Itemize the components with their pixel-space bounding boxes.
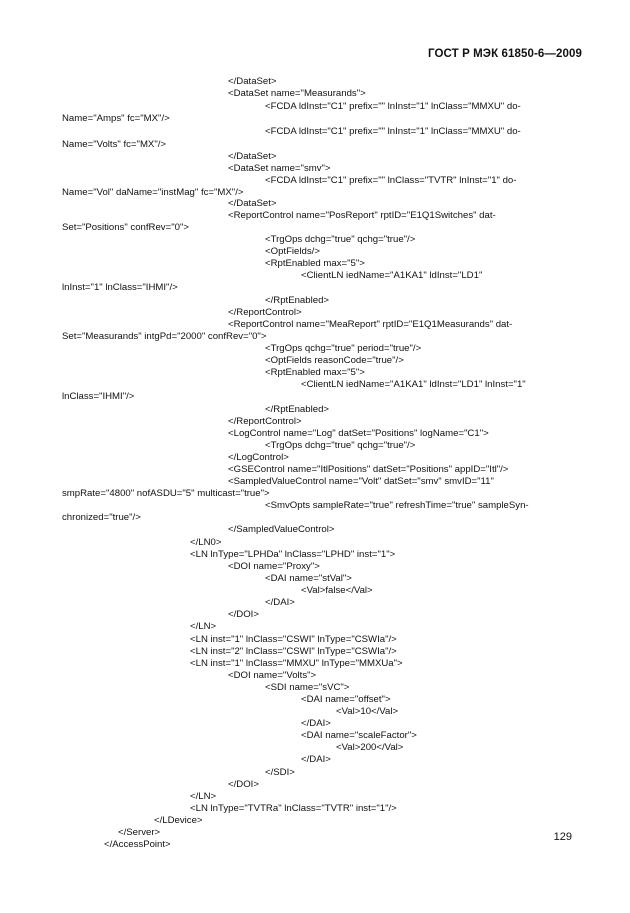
code-line: <GSEControl name="ItlPositions" datSet="Positions" appID="Itl"/> (228, 464, 509, 475)
code-line: <RptEnabled max="5"> (265, 367, 365, 378)
code-line: </LN> (190, 791, 217, 802)
code-line: <TrgOps qchg="true" period="true"/> (265, 343, 422, 354)
code-line: <LN inst="2" lnClass="CSWI" lnType="CSWIa"/> (190, 646, 397, 657)
code-line: </DAI> (301, 718, 331, 729)
code-line: </DOI> (228, 609, 259, 620)
code-line: <LN lnType="TVTRa" lnClass="TVTR" inst="1"/> (190, 803, 397, 814)
code-line: <RptEnabled max="5"> (265, 258, 365, 269)
code-line: <ReportControl name="PosReport" rptID="E1Q1Switches" dat- (228, 210, 496, 221)
code-line: lnClass="IHMI"/> (62, 391, 135, 402)
document-header: ГОСТ Р МЭК 61850-6—2009 (428, 48, 582, 60)
code-line: <LN lnType="LPHDa" lnClass="LPHD" inst="1"> (190, 549, 396, 560)
code-line: <DOI name="Proxy"> (228, 561, 320, 572)
code-line: </AccessPoint> (104, 839, 171, 850)
code-line: <SmvOpts sampleRate="true" refreshTime="true" sampleSyn- (265, 500, 529, 511)
code-line: <LN inst="1" lnClass="CSWI" lnType="CSWIa"/> (190, 634, 397, 645)
code-line: </DAI> (301, 754, 331, 765)
code-line: <ClientLN iedName="A1KA1" ldInst="LD1" lnInst="1" (301, 379, 526, 390)
code-line: <DOI name="Volts"> (228, 670, 317, 681)
code-line: </Server> (118, 827, 161, 838)
code-line: </LN> (190, 621, 217, 632)
code-line: smpRate="4800" nofASDU="5" multicast="true"> (62, 488, 270, 499)
code-line: <LogControl name="Log" datSet="Positions" logName="C1"> (228, 428, 489, 439)
code-line: <TrgOps dchg="true" qchg="true"/> (265, 234, 416, 245)
code-line: <ReportControl name="MeaReport" rptID="E1Q1Measurands" dat- (228, 319, 513, 330)
code-line: <DAI name="scaleFactor"> (301, 730, 417, 741)
code-line: </DataSet> (228, 151, 277, 162)
code-line: <FCDA ldInst="C1" prefix="" lnInst="1" lnClass="MMXU" do- (265, 101, 521, 112)
code-line: </ReportControl> (228, 307, 302, 318)
code-line: </SampledValueControl> (228, 524, 335, 535)
code-line: Set="Measurands" intgPd="2000" confRev="0"> (62, 331, 267, 342)
code-line: <TrgOps dchg="true" qchg="true"/> (265, 440, 416, 451)
code-line: <DataSet name="smv"> (228, 163, 331, 174)
code-line: <OptFields/> (265, 246, 320, 257)
code-line: <Val>false</Val> (301, 585, 373, 596)
code-line: lnInst="1" lnClass="IHMI"/> (62, 282, 178, 293)
code-line: <SampledValueControl name="Volt" datSet="smv" smvID="11" (228, 476, 494, 487)
code-line: <LN inst="1" lnClass="MMXU" lnType="MMXUa"> (190, 658, 403, 669)
code-line: <FCDA ldInst="C1" prefix="" lnInst="1" lnClass="MMXU" do- (265, 126, 521, 137)
code-line: </SDI> (265, 767, 295, 778)
code-line: <SDI name="sVC"> (265, 682, 350, 693)
code-line: <DataSet name="Measurands"> (228, 88, 366, 99)
code-line: </DOI> (228, 779, 259, 790)
code-line: Name="Vol" daName="instMag" fc="MX"/> (62, 187, 244, 198)
code-line: </RptEnabled> (265, 404, 330, 415)
code-line: <FCDA ldInst="C1" prefix="" lnClass="TVTR" lnInst="1" do- (265, 175, 517, 186)
code-line: </ReportControl> (228, 416, 302, 427)
code-line: </DataSet> (228, 76, 277, 87)
code-line: </DAI> (265, 597, 295, 608)
code-line: </LN0> (190, 537, 222, 548)
code-line: <DAI name="stVal"> (265, 573, 352, 584)
page-number: 129 (553, 831, 572, 843)
code-line: chronized="true"/> (62, 512, 141, 523)
code-line: Name="Amps" fc="MX"/> (62, 113, 170, 124)
code-line: <ClientLN iedName="A1KA1" ldInst="LD1" (301, 270, 483, 281)
code-line: Set="Positions" confRev="0"> (62, 222, 189, 233)
code-line: </LogControl> (228, 452, 289, 463)
code-line: </RptEnabled> (265, 295, 330, 306)
code-line: <Val>200</Val> (336, 742, 404, 753)
code-line: <Val>10</Val> (336, 706, 399, 717)
code-line: Name="Volts" fc="MX"/> (62, 139, 167, 150)
code-line: </DataSet> (228, 198, 277, 209)
code-line: <DAI name="offset"> (301, 694, 391, 705)
code-line: <OptFields reasonCode="true"/> (265, 355, 404, 366)
code-line: </LDevice> (154, 815, 203, 826)
